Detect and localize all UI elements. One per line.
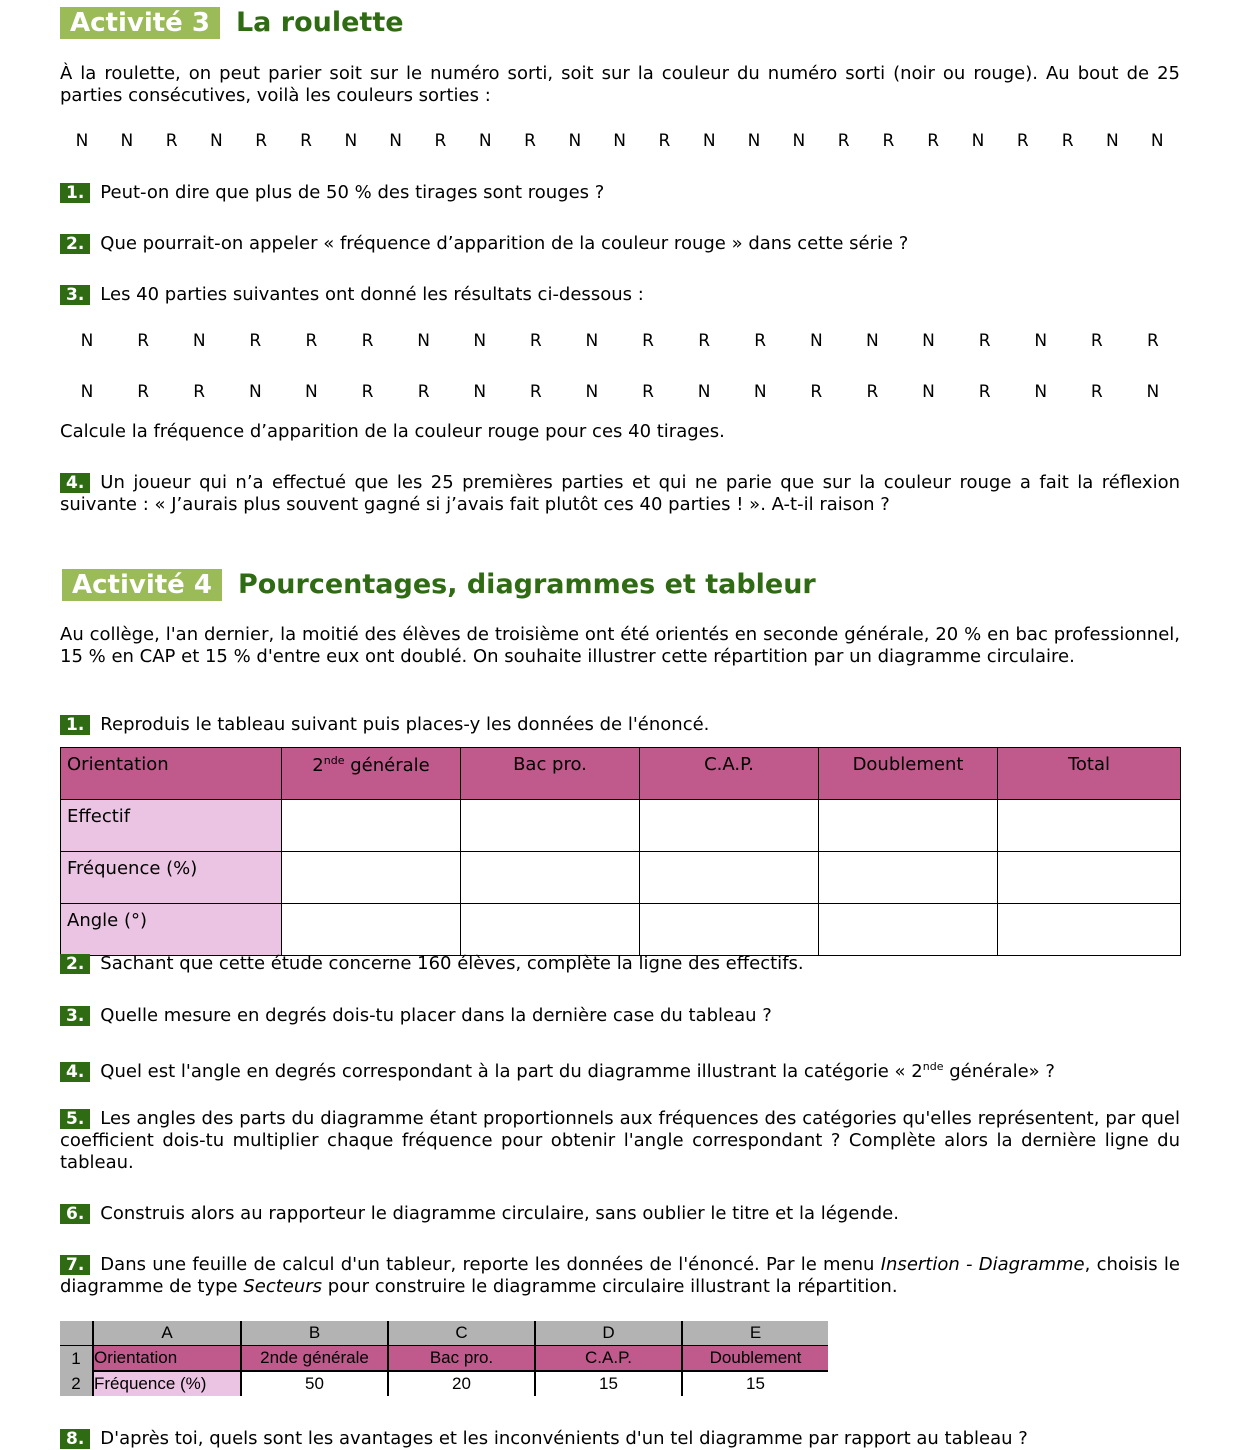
sequence-letter: R bbox=[305, 331, 318, 351]
table-cell bbox=[819, 800, 998, 852]
question-text: Quel est l'angle en degrés correspondant à la part du diagramme illustrant la catégorie « 2nde générale» ? bbox=[100, 1060, 1055, 1082]
sequence-letter: R bbox=[658, 131, 671, 151]
table-cell bbox=[998, 904, 1181, 956]
column-header: D bbox=[535, 1321, 682, 1346]
question-number: 4. bbox=[60, 1062, 90, 1082]
sequence-letter: R bbox=[300, 131, 312, 151]
sequence-letter: N bbox=[702, 131, 716, 151]
sequence-letter: R bbox=[810, 382, 823, 402]
table-cell bbox=[461, 904, 640, 956]
column-header: E bbox=[682, 1321, 828, 1346]
sequence-letter: R bbox=[866, 382, 879, 402]
sequence-letter: N bbox=[922, 382, 935, 402]
table-cell bbox=[282, 852, 461, 904]
sequence-letter: R bbox=[193, 382, 206, 402]
activity4-question-8 bbox=[60, 1428, 1180, 1450]
table-cell bbox=[640, 852, 819, 904]
activity3-header bbox=[60, 6, 404, 40]
question-text: Reproduis le tableau suivant puis places-y les données de l'énoncé. bbox=[100, 714, 710, 735]
header-cell: Total bbox=[998, 748, 1181, 800]
spreadsheet-cell: 2nde générale bbox=[241, 1346, 388, 1372]
sequence-letter: N bbox=[473, 331, 487, 351]
header-cell: Orientation bbox=[61, 748, 282, 800]
spreadsheet-cell: Fréquence (%) bbox=[93, 1371, 241, 1396]
table-cell bbox=[282, 904, 461, 956]
table-cell bbox=[640, 800, 819, 852]
sequence-letter: N bbox=[792, 131, 806, 151]
sequence-letter: R bbox=[137, 331, 149, 351]
spreadsheet-cell: 20 bbox=[388, 1371, 535, 1396]
sequence-letter: N bbox=[248, 382, 262, 402]
sequence-letter: R bbox=[754, 331, 767, 351]
sequence-letter: R bbox=[698, 331, 710, 351]
sequence-letter: N bbox=[80, 331, 94, 351]
sequence-letter: R bbox=[361, 331, 374, 351]
sequence-letter: R bbox=[837, 131, 850, 151]
spreadsheet-cell: 15 bbox=[535, 1371, 682, 1396]
question-text: Sachant que cette étude concerne 160 élèves, complète la ligne des effectifs. bbox=[100, 953, 804, 974]
sequence-letter: R bbox=[529, 382, 542, 402]
question-text: Que pourrait-on appeler « fréquence d’apparition de la couleur rouge » dans cette série ? bbox=[100, 233, 909, 254]
sequence-letter: N bbox=[585, 331, 599, 351]
activity4-intro: Au collège, l'an dernier, la moitié des élèves de troisième ont été orientés en seconde générale, 20 % en bac professionnel, 15 % en CAP et 15 % d'entre eux ont doublé. On souhaite illustrer cette répartition par un diagramme circulaire. bbox=[60, 624, 1180, 667]
table-cell bbox=[640, 904, 819, 956]
sequence-letter: R bbox=[1090, 382, 1103, 402]
sequence-letter: R bbox=[417, 382, 430, 402]
sequence-letter: N bbox=[1106, 131, 1119, 151]
question-text: D'après toi, quels sont les avantages et les inconvénients d'un tel diagramme par rapport au tableau ? bbox=[100, 1428, 1028, 1449]
question-text: Construis alors au rapporteur le diagramme circulaire, sans oublier le titre et la légende. bbox=[100, 1203, 899, 1224]
column-header: C bbox=[388, 1321, 535, 1346]
sequence-letter: N bbox=[585, 382, 599, 402]
activity3-question-2 bbox=[60, 233, 1180, 255]
table-header-row bbox=[61, 748, 1181, 800]
question-number: 5. bbox=[60, 1109, 90, 1129]
question-number: 3. bbox=[60, 1006, 90, 1026]
sequence-letter: N bbox=[697, 382, 711, 402]
table-cell bbox=[461, 800, 640, 852]
sequence-letter: N bbox=[1034, 331, 1048, 351]
sequence-letter: N bbox=[120, 131, 134, 151]
activity4-question-7 bbox=[60, 1254, 1180, 1298]
sequence-letter: N bbox=[747, 131, 761, 151]
sequence-letter: N bbox=[210, 131, 223, 151]
question-number: 2. bbox=[60, 954, 90, 974]
question-number: 3. bbox=[60, 285, 90, 305]
question-text: Les 40 parties suivantes ont donné les résultats ci-dessous : bbox=[100, 284, 644, 305]
spreadsheet-cell: C.A.P. bbox=[535, 1346, 682, 1372]
sequence-letter: N bbox=[866, 331, 879, 351]
spreadsheet-excerpt bbox=[60, 1321, 828, 1396]
sequence-letter: R bbox=[434, 131, 447, 151]
sequence-letter: N bbox=[568, 131, 582, 151]
sequence-letter: N bbox=[971, 131, 985, 151]
sequence-letter: R bbox=[1016, 131, 1029, 151]
spreadsheet-cell: Bac pro. bbox=[388, 1346, 535, 1372]
sequence-letter: R bbox=[524, 131, 536, 151]
activity4-question-2 bbox=[60, 953, 1180, 975]
sequence-letter: R bbox=[529, 331, 542, 351]
sequence-letter: R bbox=[1090, 331, 1103, 351]
sequence-letter: N bbox=[478, 131, 492, 151]
table-cell bbox=[998, 800, 1181, 852]
activity3-question-3-followup: Calcule la fréquence d’apparition de la couleur rouge pour ces 40 tirages. bbox=[60, 421, 725, 442]
row-label: Angle (°) bbox=[61, 904, 282, 956]
sequence-letter: R bbox=[927, 131, 940, 151]
spreadsheet-cell: 50 bbox=[241, 1371, 388, 1396]
sequence-letter: N bbox=[192, 331, 206, 351]
activity4-question-5 bbox=[60, 1108, 1180, 1174]
sequence-letter: N bbox=[305, 382, 318, 402]
table-row bbox=[61, 800, 1181, 852]
spreadsheet-row bbox=[60, 1371, 828, 1396]
table-cell bbox=[461, 852, 640, 904]
sequence-letter: R bbox=[1146, 331, 1159, 351]
sequence-letter: N bbox=[417, 331, 430, 351]
sequence-letter: N bbox=[80, 382, 94, 402]
sequence-letter: N bbox=[1146, 382, 1160, 402]
question-number: 8. bbox=[60, 1429, 90, 1449]
sequence-letter: R bbox=[255, 131, 268, 151]
sequence-letter: N bbox=[473, 382, 487, 402]
row-label: Fréquence (%) bbox=[61, 852, 282, 904]
row-label: Effectif bbox=[61, 800, 282, 852]
activity4-question-1 bbox=[60, 714, 1180, 736]
header-cell: Doublement bbox=[819, 748, 998, 800]
table-cell bbox=[819, 852, 998, 904]
header-cell: 2nde générale bbox=[282, 748, 461, 800]
question-text: Dans une feuille de calcul d'un tableur, reporte les données de l'énoncé. Par le menu Insertion - Diagramme, choisis le diagramme de type Secteurs pour construire le diagramme circulaire illustrant la répartition. bbox=[60, 1254, 1180, 1297]
corner-cell bbox=[60, 1321, 93, 1346]
sequence-letter: N bbox=[809, 331, 823, 351]
sequence-letter: R bbox=[978, 382, 991, 402]
activity3-intro: À la roulette, on peut parier soit sur le numéro sorti, soit sur la couleur du numéro sorti (noir ou rouge). Au bout de 25 parties consécutives, voilà les couleurs sorties : bbox=[60, 63, 1180, 106]
question-number: 1. bbox=[60, 715, 90, 735]
activity3-title: La roulette bbox=[235, 7, 404, 38]
activity3-badge: Activité 3 bbox=[60, 7, 220, 39]
question-number: 7. bbox=[60, 1255, 90, 1275]
table-cell bbox=[819, 904, 998, 956]
question-text: Les angles des parts du diagramme étant proportionnels aux fréquences des catégories qu'elles représentent, par quel coefficient dois-tu multiplier chaque fréquence pour obtenir l'angle correspondant ? Complète alors la dernière ligne du tableau. bbox=[60, 1108, 1180, 1173]
activity4-question-4 bbox=[60, 1056, 1180, 1083]
row-number: 2 bbox=[60, 1371, 93, 1396]
activity4-title: Pourcentages, diagrammes et tableur bbox=[237, 569, 816, 600]
activity4-header bbox=[62, 568, 816, 602]
spreadsheet-cell: 15 bbox=[746, 1374, 765, 1393]
column-header: B bbox=[241, 1321, 388, 1346]
sequence-letter: N bbox=[75, 131, 89, 151]
spreadsheet-cell: Orientation bbox=[93, 1346, 241, 1372]
sequence-letter: R bbox=[137, 382, 149, 402]
sequence-letter: N bbox=[1150, 131, 1164, 151]
sequence-letter: R bbox=[1061, 131, 1074, 151]
question-number: 4. bbox=[60, 473, 90, 493]
spreadsheet-column-headers bbox=[60, 1321, 828, 1346]
sequence-letter: R bbox=[882, 131, 895, 151]
column-header: A bbox=[93, 1321, 241, 1346]
sequence-letter: N bbox=[613, 131, 626, 151]
spreadsheet-cell: Doublement bbox=[682, 1346, 828, 1372]
sequence-letter: N bbox=[1034, 382, 1048, 402]
activity3-question-3 bbox=[60, 284, 1180, 306]
activity4-badge: Activité 4 bbox=[62, 569, 222, 601]
sequence-letter: R bbox=[361, 382, 374, 402]
sequence-letter: R bbox=[642, 382, 654, 402]
sequence-letter: R bbox=[165, 131, 178, 151]
header-cell: Bac pro. bbox=[461, 748, 640, 800]
header-cell: C.A.P. bbox=[640, 748, 819, 800]
question-number: 1. bbox=[60, 183, 90, 203]
question-number: 2. bbox=[60, 234, 90, 254]
sequence-letter: R bbox=[249, 331, 262, 351]
sequence-letter: N bbox=[389, 131, 402, 151]
sequence-letter: R bbox=[642, 331, 654, 351]
table-row bbox=[61, 904, 1181, 956]
table-cell bbox=[282, 800, 461, 852]
question-text: Peut-on dire que plus de 50 % des tirages sont rouges ? bbox=[100, 182, 605, 203]
table-cell bbox=[998, 852, 1181, 904]
spreadsheet-row bbox=[60, 1346, 828, 1372]
sequence-letter: R bbox=[978, 331, 991, 351]
activity3-question-1 bbox=[60, 182, 1180, 204]
sequence-letter: N bbox=[753, 382, 767, 402]
table-row bbox=[61, 852, 1181, 904]
activity4-question-6 bbox=[60, 1203, 1180, 1225]
question-text: Un joueur qui n’a effectué que les 25 premières parties et qui ne parie que sur la couleur rouge a fait la réflexion suivante : « J’aurais plus souvent gagné si j’avais fait plutôt ces 40 parties ! ». A-t-il raison ? bbox=[60, 472, 1180, 515]
sequence-letter: N bbox=[922, 331, 935, 351]
activity3-question-4 bbox=[60, 472, 1180, 516]
activity4-question-3 bbox=[60, 1005, 1180, 1027]
row-number: 1 bbox=[60, 1346, 93, 1372]
question-number: 6. bbox=[60, 1204, 90, 1224]
orientation-table bbox=[60, 747, 1181, 956]
question-text: Quelle mesure en degrés dois-tu placer dans la dernière case du tableau ? bbox=[100, 1005, 772, 1026]
sequence-letter: N bbox=[344, 131, 358, 151]
